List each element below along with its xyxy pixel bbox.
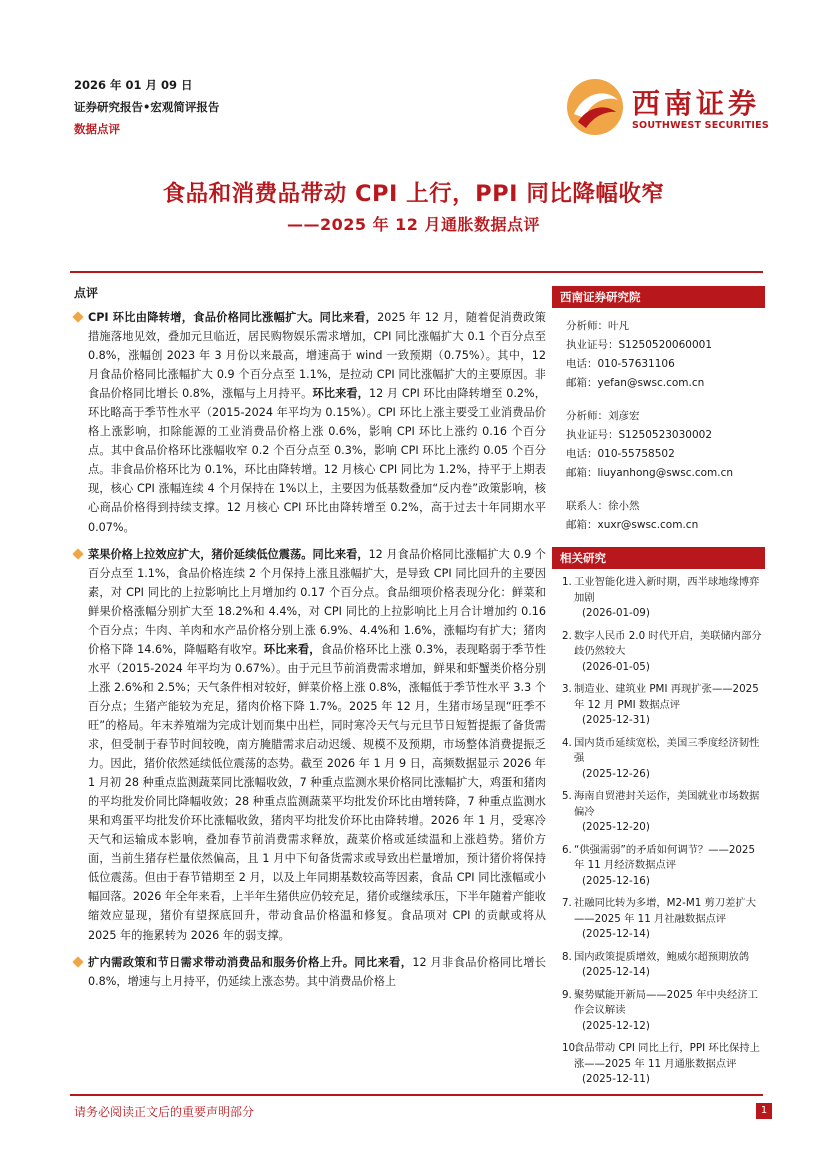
related-item[interactable] [562,988,765,1035]
analyst-name: 分析师：叶凡 [566,320,629,332]
related-num: 9. [562,988,572,1001]
related-num: 7. [562,897,572,909]
company-logo [566,76,769,136]
paragraph-nonfood [70,953,546,991]
related-title: 制造业、建筑业 PMI 再现扩张——2025 年 12 月 PMI 数据点评 [574,683,759,711]
page-number: 1 [756,1103,772,1119]
paragraph-lead: CPI 环比由降转增，食品价格同比涨幅扩大。同比来看， [88,311,378,324]
section-heading: 点评 [74,286,99,300]
related-date: (2025-12-12) [582,1019,650,1032]
paragraph-lead: 菜果价格上拉效应扩大，猪价延续低位震荡。同比来看， [88,547,369,561]
related-title: 社融同比转为多增，M2-M1 剪刀差扩大——2025 年 11 月社融数据点评 [574,897,757,925]
paragraph-text: 12 月食品价格同比涨幅扩大 0.9 个百分点至 1.1%，食品价格连续 2 个月保持上涨且涨幅扩大，是导致 CPI 同比回升的主要因素，对 CPI 同比的上拉影响比上月增加约 0.17 个百分点。食品细项价格表现分化：鲜菜和鲜果价格涨幅分别扩大至 18.2%和 4.4%，对 CPI 同比的上拉影响比上月合计增加约 0.16 个百分点；牛肉、羊肉和水产品价格分别上涨 6.9%、4.4%和 1.6%，涨幅均有扩大；猪肉价格下降 14.6%，降幅略有收窄。 [88,547,546,656]
related-title: 数字人民币 2.0 时代开启，美联储内部分歧仍然较大 [574,629,762,657]
related-item[interactable] [562,682,765,729]
related-title: 工业智能化进入新时期，西半球地缘博弈加剧 [574,576,760,604]
related-item[interactable] [562,575,765,622]
paragraph-text: 12 月 CPI 环比由降转增至 0.2%，环比略高于季节性水平（2015-2024 年平均为 0.15%）。CPI 环比上涨主要受工业消费品价格上涨影响，扣除能源的工业消费品价格上涨 0.6%，影响 CPI 环比上涨约 0.16 个百分点。其中食品价格环比涨幅收窄 0.2 个百分点至 0.3%，影响 CPI 环比上涨约 0.05 个百分点。非食品价格环比为 0.1%，环比由降转增。12 月核心 CPI 同比为 1.2%，持平于上期表现，核心 CPI 涨幅连续 4 个月保持在 1%以上，主要因为低基数叠加“反内卷”政策影响，核心商品价格得到持续支撑。12 月核心 CPI 环比由降转增至 0.2%，高于过去十年同期水平 0.07%。 [88,387,546,534]
related-heading: 相关研究 [552,547,765,569]
related-title: 聚势赋能开新局——2025 年中央经济工作会议解读 [574,988,758,1016]
report-category: 数据点评 [74,122,120,136]
main-content [70,308,546,1091]
related-item[interactable] [562,789,765,836]
related-num: 4. [562,736,572,749]
related-date: (2025-12-14) [582,928,650,940]
paragraph-text: 12 月非食品价格同比增长 0.8%，增速与上月持平，仍延续上涨态势。其中消费品价格上 [88,955,546,988]
related-date: (2026-01-09) [582,607,650,619]
related-title: “供强需弱”的矛盾如何调节？——2025 年 11 月经济数据点评 [574,843,756,871]
related-date: (2025-12-16) [582,874,650,887]
logo-text-en: SOUTHWEST SECURITIES [632,120,769,131]
contact-name: 联系人：徐小然 [566,500,640,512]
related-num: 3. [562,683,572,695]
related-item[interactable] [562,950,765,981]
report-title: 食品和消费品带动 CPI 上行，PPI 同比降幅收窄 [162,181,665,207]
related-date: (2025-12-20) [582,821,650,833]
bullet-diamond-icon [72,956,83,967]
related-date: (2025-12-26) [582,767,650,780]
paragraph-lead: 环比来看， [263,642,321,656]
sidebar [552,286,765,1095]
report-date: 2026 年 01 月 09 日 [74,78,193,92]
related-title: 国内货币延续宽松，美国三季度经济韧性强 [574,736,760,764]
report-type: 证券研究报告•宏观简评报告 [74,100,220,114]
related-num: 10. [562,1042,579,1054]
analyst-phone: 电话：010-57631106 [566,358,675,370]
logo-emblem-icon [566,78,624,136]
related-date: (2025-12-11) [582,1073,650,1085]
related-item[interactable] [562,1041,765,1088]
logo-text-cn: 西南证券 [632,87,761,120]
paragraph-food [70,545,546,945]
related-item[interactable] [562,736,765,783]
paragraph-text: 食品价格环比上涨 0.3%，表现略弱于季节性水平（2015-2024 年平均为 0.67%）。由于元旦节前消费需求增加，鲜果和虾蟹类价格分别上涨 2.6%和 2.5%；天气条件相对较好，鲜菜价格上涨 0.8%，涨幅低于季节性水平 3.3 个百分点；生猪产能较为充足，猪肉价格下降 1.7%。2025 年 12 月，生猪市场呈现“旺季不旺”的格局。年末养殖端为完成计划而集中出栏，同时寒冷天气与元旦节日短暂提振了备货需求，但受制于春节时间较晚，南方腌腊需求启动迟缓、规模不及预期，市场整体消费提振乏力。因此，猪价依然延续低位震荡的态势。截至 2026 年 1 月 9 日，高频数据显示 2026 年 1 月初 28 种重点监测蔬菜同比涨幅收敛，7 种重点监测水果价格同比涨幅扩大，鸡蛋和猪肉的平均批发价同比降幅收敛；28 种重点监测蔬菜平均批发价环比由增转降，7 种重点监测水果和鸡蛋平均批发价环比涨幅收敛，猪肉平均批发价环比由降转增。2026 年 1 月，受寒冷天气和运输成本影响，叠加春节前消费需求释放，蔬菜价格或延续温和上涨趋势。猪价方面，当前生猪存栏量依然偏高，且 1 月中下旬备货需求或导致出栏量增加，预计猪价将保持低位震荡。但由于春节错期至 2 月，以及上年同期基数较高等因素，食品 CPI 同比涨幅或小幅回落。2026 年全年来看，上半年生猪供应仍较充足，猪价或继续承压，下半年随着产能收缩效应显现，猪价有望探底回升，带动食品价格温和修复。食品项对 CPI 的贡献或将从 2025 年的拖累转为 2026 年的弱支撑。 [88,642,546,942]
analyst-name: 分析师：刘彦宏 [566,410,640,422]
related-num: 1. [562,576,572,588]
paragraph-lead: 环比来看， [312,387,369,401]
related-date: (2025-12-14) [582,966,650,978]
report-subtitle: ——2025 年 12 月通胀数据点评 [286,215,540,234]
related-date: (2026-01-05) [582,660,650,673]
related-num: 5. [562,790,572,802]
analyst-contacts [552,308,765,535]
analyst-email[interactable]: 邮箱：yefan@swsc.com.cn [566,377,705,389]
top-divider [70,271,763,273]
related-list [552,569,765,1088]
related-title: 海南自贸港封关运作，美国就业市场数据偏冷 [574,790,760,818]
related-research [552,547,765,1088]
analyst-license: 执业证号：S1250523030002 [566,429,713,441]
related-title: 国内政策提质增效，鲍威尔超预期放鸽 [574,950,750,963]
related-item[interactable] [562,896,765,943]
paragraph-cpi [70,308,546,537]
institute-heading: 西南证券研究院 [552,286,765,308]
contact-email[interactable]: 邮箱：xuxr@swsc.com.cn [566,519,699,531]
analyst-phone: 电话：010-55758502 [566,448,675,460]
related-item[interactable] [562,843,765,890]
report-header [74,74,219,140]
related-num: 8. [562,950,572,963]
disclaimer-note: 请务必阅读正文后的重要声明部分 [74,1105,255,1119]
related-date: (2025-12-31) [582,714,650,726]
related-num: 6. [562,843,572,856]
paragraph-text: 2025 年 12 月，随着促消费政策措施落地见效，叠加元旦临近，居民购物娱乐需求增加，CPI 同比涨幅扩大 0.1 个百分点至 0.8%，涨幅创 2023 年 3 月份以来最高，增速高于 wind 一致预期（0.75%）。其中，12 月食品价格同比涨幅扩大 0.9 个百分点至 1.1%，是拉动 CPI 同比涨幅扩大的主要原因。非食品价格同比增长 0.8%，涨幅与上月持平。 [88,311,546,401]
bullet-diamond-icon [72,548,83,559]
related-item[interactable] [562,629,765,676]
analyst-email[interactable]: 邮箱：liuyanhong@swsc.com.cn [566,467,734,479]
related-title: 食品带动 CPI 同比上行，PPI 环比保持上涨——2025 年 11 月通胀数据点评 [574,1042,760,1070]
paragraph-lead: 扩内需政策和节日需求带动消费品和服务价格上升。同比来看， [88,955,413,969]
bullet-diamond-icon [72,311,83,322]
analyst-license: 执业证号：S1250520060001 [566,339,713,351]
bottom-divider [70,1094,763,1096]
related-num: 2. [562,629,572,642]
